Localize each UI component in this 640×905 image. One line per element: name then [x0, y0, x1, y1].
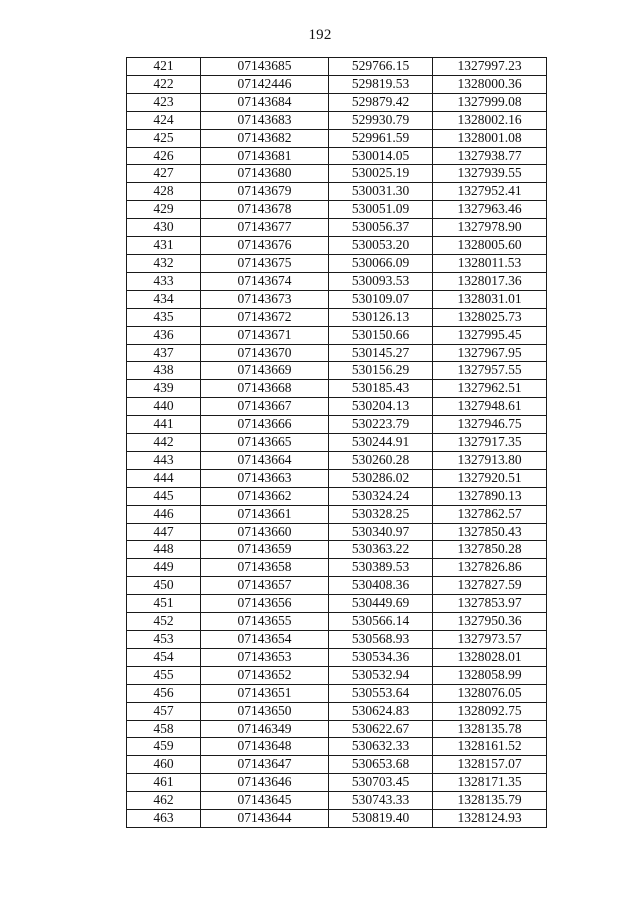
y-coordinate-cell: 1328161.52 [433, 738, 547, 756]
code-cell: 07143678 [201, 201, 329, 219]
code-cell: 07143685 [201, 58, 329, 76]
y-coordinate-cell: 1328171.35 [433, 774, 547, 792]
y-coordinate-cell: 1327948.61 [433, 398, 547, 416]
row-index-cell: 448 [127, 541, 201, 559]
code-cell: 07143652 [201, 666, 329, 684]
x-coordinate-cell: 530553.64 [329, 684, 433, 702]
x-coordinate-cell: 530204.13 [329, 398, 433, 416]
table-row [127, 577, 547, 595]
code-cell: 07143665 [201, 434, 329, 452]
code-cell: 07143653 [201, 648, 329, 666]
row-index-cell: 444 [127, 469, 201, 487]
table-row [127, 505, 547, 523]
y-coordinate-cell: 1327826.86 [433, 559, 547, 577]
x-coordinate-cell: 530051.09 [329, 201, 433, 219]
code-cell: 07143676 [201, 237, 329, 255]
row-index-cell: 442 [127, 434, 201, 452]
y-coordinate-cell: 1327950.36 [433, 613, 547, 631]
x-coordinate-cell: 530624.83 [329, 702, 433, 720]
x-coordinate-cell: 530389.53 [329, 559, 433, 577]
row-index-cell: 441 [127, 416, 201, 434]
y-coordinate-cell: 1327913.80 [433, 451, 547, 469]
y-coordinate-cell: 1328135.78 [433, 720, 547, 738]
row-index-cell: 457 [127, 702, 201, 720]
table-row [127, 380, 547, 398]
table-row [127, 738, 547, 756]
row-index-cell: 434 [127, 290, 201, 308]
row-index-cell: 453 [127, 631, 201, 649]
row-index-cell: 443 [127, 451, 201, 469]
code-cell: 07143673 [201, 290, 329, 308]
row-index-cell: 431 [127, 237, 201, 255]
table-row [127, 237, 547, 255]
code-cell: 07143675 [201, 254, 329, 272]
y-coordinate-cell: 1327850.43 [433, 523, 547, 541]
table-row [127, 129, 547, 147]
y-coordinate-cell: 1328002.16 [433, 111, 547, 129]
row-index-cell: 452 [127, 613, 201, 631]
y-coordinate-cell: 1328017.36 [433, 272, 547, 290]
x-coordinate-cell: 530819.40 [329, 810, 433, 828]
code-cell: 07143663 [201, 469, 329, 487]
code-cell: 07143674 [201, 272, 329, 290]
code-cell: 07143683 [201, 111, 329, 129]
row-index-cell: 435 [127, 308, 201, 326]
table-body [127, 58, 547, 828]
x-coordinate-cell: 530532.94 [329, 666, 433, 684]
code-cell: 07143658 [201, 559, 329, 577]
y-coordinate-cell: 1327853.97 [433, 595, 547, 613]
y-coordinate-cell: 1327973.57 [433, 631, 547, 649]
y-coordinate-cell: 1327978.90 [433, 219, 547, 237]
table-row [127, 111, 547, 129]
row-index-cell: 425 [127, 129, 201, 147]
table-row [127, 792, 547, 810]
y-coordinate-cell: 1328028.01 [433, 648, 547, 666]
code-cell: 07143668 [201, 380, 329, 398]
y-coordinate-cell: 1327957.55 [433, 362, 547, 380]
table-row [127, 272, 547, 290]
row-index-cell: 440 [127, 398, 201, 416]
table-row [127, 398, 547, 416]
code-cell: 07143647 [201, 756, 329, 774]
table-row [127, 613, 547, 631]
y-coordinate-cell: 1327917.35 [433, 434, 547, 452]
row-index-cell: 428 [127, 183, 201, 201]
table-row [127, 290, 547, 308]
x-coordinate-cell: 530566.14 [329, 613, 433, 631]
x-coordinate-cell: 530260.28 [329, 451, 433, 469]
y-coordinate-cell: 1327952.41 [433, 183, 547, 201]
row-index-cell: 445 [127, 487, 201, 505]
x-coordinate-cell: 530568.93 [329, 631, 433, 649]
table-row [127, 434, 547, 452]
code-cell: 07143671 [201, 326, 329, 344]
y-coordinate-cell: 1328025.73 [433, 308, 547, 326]
row-index-cell: 462 [127, 792, 201, 810]
row-index-cell: 446 [127, 505, 201, 523]
x-coordinate-cell: 529879.42 [329, 93, 433, 111]
y-coordinate-cell: 1328058.99 [433, 666, 547, 684]
code-cell: 07143684 [201, 93, 329, 111]
code-cell: 07143670 [201, 344, 329, 362]
y-coordinate-cell: 1328157.07 [433, 756, 547, 774]
y-coordinate-cell: 1327963.46 [433, 201, 547, 219]
code-cell: 07143677 [201, 219, 329, 237]
x-coordinate-cell: 529766.15 [329, 58, 433, 76]
row-index-cell: 459 [127, 738, 201, 756]
row-index-cell: 423 [127, 93, 201, 111]
x-coordinate-cell: 530156.29 [329, 362, 433, 380]
table-row [127, 219, 547, 237]
table-row [127, 702, 547, 720]
code-cell: 07142446 [201, 75, 329, 93]
row-index-cell: 436 [127, 326, 201, 344]
row-index-cell: 433 [127, 272, 201, 290]
table-row [127, 201, 547, 219]
code-cell: 07143645 [201, 792, 329, 810]
table-row [127, 487, 547, 505]
y-coordinate-cell: 1327999.08 [433, 93, 547, 111]
coordinates-table-container [126, 57, 547, 828]
x-coordinate-cell: 530031.30 [329, 183, 433, 201]
table-row [127, 451, 547, 469]
code-cell: 07143682 [201, 129, 329, 147]
y-coordinate-cell: 1328001.08 [433, 129, 547, 147]
table-row [127, 416, 547, 434]
table-row [127, 523, 547, 541]
x-coordinate-cell: 530109.07 [329, 290, 433, 308]
table-row [127, 595, 547, 613]
y-coordinate-cell: 1327862.57 [433, 505, 547, 523]
code-cell: 07143657 [201, 577, 329, 595]
x-coordinate-cell: 530328.25 [329, 505, 433, 523]
row-index-cell: 449 [127, 559, 201, 577]
row-index-cell: 439 [127, 380, 201, 398]
x-coordinate-cell: 530014.05 [329, 147, 433, 165]
row-index-cell: 422 [127, 75, 201, 93]
code-cell: 07143679 [201, 183, 329, 201]
x-coordinate-cell: 530185.43 [329, 380, 433, 398]
x-coordinate-cell: 529961.59 [329, 129, 433, 147]
table-row [127, 666, 547, 684]
y-coordinate-cell: 1328011.53 [433, 254, 547, 272]
row-index-cell: 424 [127, 111, 201, 129]
row-index-cell: 447 [127, 523, 201, 541]
x-coordinate-cell: 529819.53 [329, 75, 433, 93]
code-cell: 07143664 [201, 451, 329, 469]
x-coordinate-cell: 530126.13 [329, 308, 433, 326]
y-coordinate-cell: 1328031.01 [433, 290, 547, 308]
table-row [127, 165, 547, 183]
x-coordinate-cell: 530653.68 [329, 756, 433, 774]
table-row [127, 774, 547, 792]
y-coordinate-cell: 1327938.77 [433, 147, 547, 165]
code-cell: 07143648 [201, 738, 329, 756]
y-coordinate-cell: 1327962.51 [433, 380, 547, 398]
row-index-cell: 430 [127, 219, 201, 237]
row-index-cell: 427 [127, 165, 201, 183]
row-index-cell: 429 [127, 201, 201, 219]
x-coordinate-cell: 530223.79 [329, 416, 433, 434]
x-coordinate-cell: 530363.22 [329, 541, 433, 559]
code-cell: 07143655 [201, 613, 329, 631]
y-coordinate-cell: 1327890.13 [433, 487, 547, 505]
x-coordinate-cell: 530053.20 [329, 237, 433, 255]
row-index-cell: 455 [127, 666, 201, 684]
code-cell: 07143669 [201, 362, 329, 380]
row-index-cell: 456 [127, 684, 201, 702]
table-row [127, 541, 547, 559]
code-cell: 07143680 [201, 165, 329, 183]
x-coordinate-cell: 530066.09 [329, 254, 433, 272]
row-index-cell: 432 [127, 254, 201, 272]
y-coordinate-cell: 1327946.75 [433, 416, 547, 434]
x-coordinate-cell: 530340.97 [329, 523, 433, 541]
code-cell: 07143660 [201, 523, 329, 541]
x-coordinate-cell: 530534.36 [329, 648, 433, 666]
row-index-cell: 463 [127, 810, 201, 828]
table-row [127, 183, 547, 201]
row-index-cell: 421 [127, 58, 201, 76]
x-coordinate-cell: 530056.37 [329, 219, 433, 237]
x-coordinate-cell: 530703.45 [329, 774, 433, 792]
table-row [127, 93, 547, 111]
y-coordinate-cell: 1328076.05 [433, 684, 547, 702]
table-row [127, 469, 547, 487]
y-coordinate-cell: 1327920.51 [433, 469, 547, 487]
code-cell: 07143651 [201, 684, 329, 702]
code-cell: 07143650 [201, 702, 329, 720]
row-index-cell: 426 [127, 147, 201, 165]
table-row [127, 756, 547, 774]
table-row [127, 810, 547, 828]
x-coordinate-cell: 530324.24 [329, 487, 433, 505]
table-row [127, 147, 547, 165]
x-coordinate-cell: 530632.33 [329, 738, 433, 756]
y-coordinate-cell: 1328000.36 [433, 75, 547, 93]
code-cell: 07143661 [201, 505, 329, 523]
y-coordinate-cell: 1327850.28 [433, 541, 547, 559]
x-coordinate-cell: 530449.69 [329, 595, 433, 613]
code-cell: 07143659 [201, 541, 329, 559]
y-coordinate-cell: 1327939.55 [433, 165, 547, 183]
x-coordinate-cell: 529930.79 [329, 111, 433, 129]
table-row [127, 631, 547, 649]
code-cell: 07143654 [201, 631, 329, 649]
code-cell: 07143646 [201, 774, 329, 792]
row-index-cell: 451 [127, 595, 201, 613]
x-coordinate-cell: 530150.66 [329, 326, 433, 344]
page-number: 192 [308, 27, 332, 43]
code-cell: 07146349 [201, 720, 329, 738]
table-row [127, 326, 547, 344]
y-coordinate-cell: 1327827.59 [433, 577, 547, 595]
code-cell: 07143672 [201, 308, 329, 326]
y-coordinate-cell: 1328092.75 [433, 702, 547, 720]
row-index-cell: 438 [127, 362, 201, 380]
x-coordinate-cell: 530244.91 [329, 434, 433, 452]
x-coordinate-cell: 530093.53 [329, 272, 433, 290]
y-coordinate-cell: 1328005.60 [433, 237, 547, 255]
y-coordinate-cell: 1328124.93 [433, 810, 547, 828]
x-coordinate-cell: 530408.36 [329, 577, 433, 595]
row-index-cell: 450 [127, 577, 201, 595]
code-cell: 07143666 [201, 416, 329, 434]
coordinates-table [126, 57, 547, 828]
table-row [127, 344, 547, 362]
row-index-cell: 437 [127, 344, 201, 362]
table-row [127, 308, 547, 326]
table-row [127, 720, 547, 738]
table-row [127, 58, 547, 76]
code-cell: 07143667 [201, 398, 329, 416]
row-index-cell: 461 [127, 774, 201, 792]
y-coordinate-cell: 1327995.45 [433, 326, 547, 344]
table-row [127, 684, 547, 702]
x-coordinate-cell: 530286.02 [329, 469, 433, 487]
code-cell: 07143656 [201, 595, 329, 613]
table-row [127, 75, 547, 93]
table-row [127, 559, 547, 577]
x-coordinate-cell: 530145.27 [329, 344, 433, 362]
table-row [127, 254, 547, 272]
x-coordinate-cell: 530743.33 [329, 792, 433, 810]
code-cell: 07143644 [201, 810, 329, 828]
y-coordinate-cell: 1328135.79 [433, 792, 547, 810]
table-row [127, 362, 547, 380]
code-cell: 07143662 [201, 487, 329, 505]
code-cell: 07143681 [201, 147, 329, 165]
row-index-cell: 458 [127, 720, 201, 738]
y-coordinate-cell: 1327967.95 [433, 344, 547, 362]
row-index-cell: 460 [127, 756, 201, 774]
x-coordinate-cell: 530025.19 [329, 165, 433, 183]
table-row [127, 648, 547, 666]
row-index-cell: 454 [127, 648, 201, 666]
y-coordinate-cell: 1327997.23 [433, 58, 547, 76]
x-coordinate-cell: 530622.67 [329, 720, 433, 738]
